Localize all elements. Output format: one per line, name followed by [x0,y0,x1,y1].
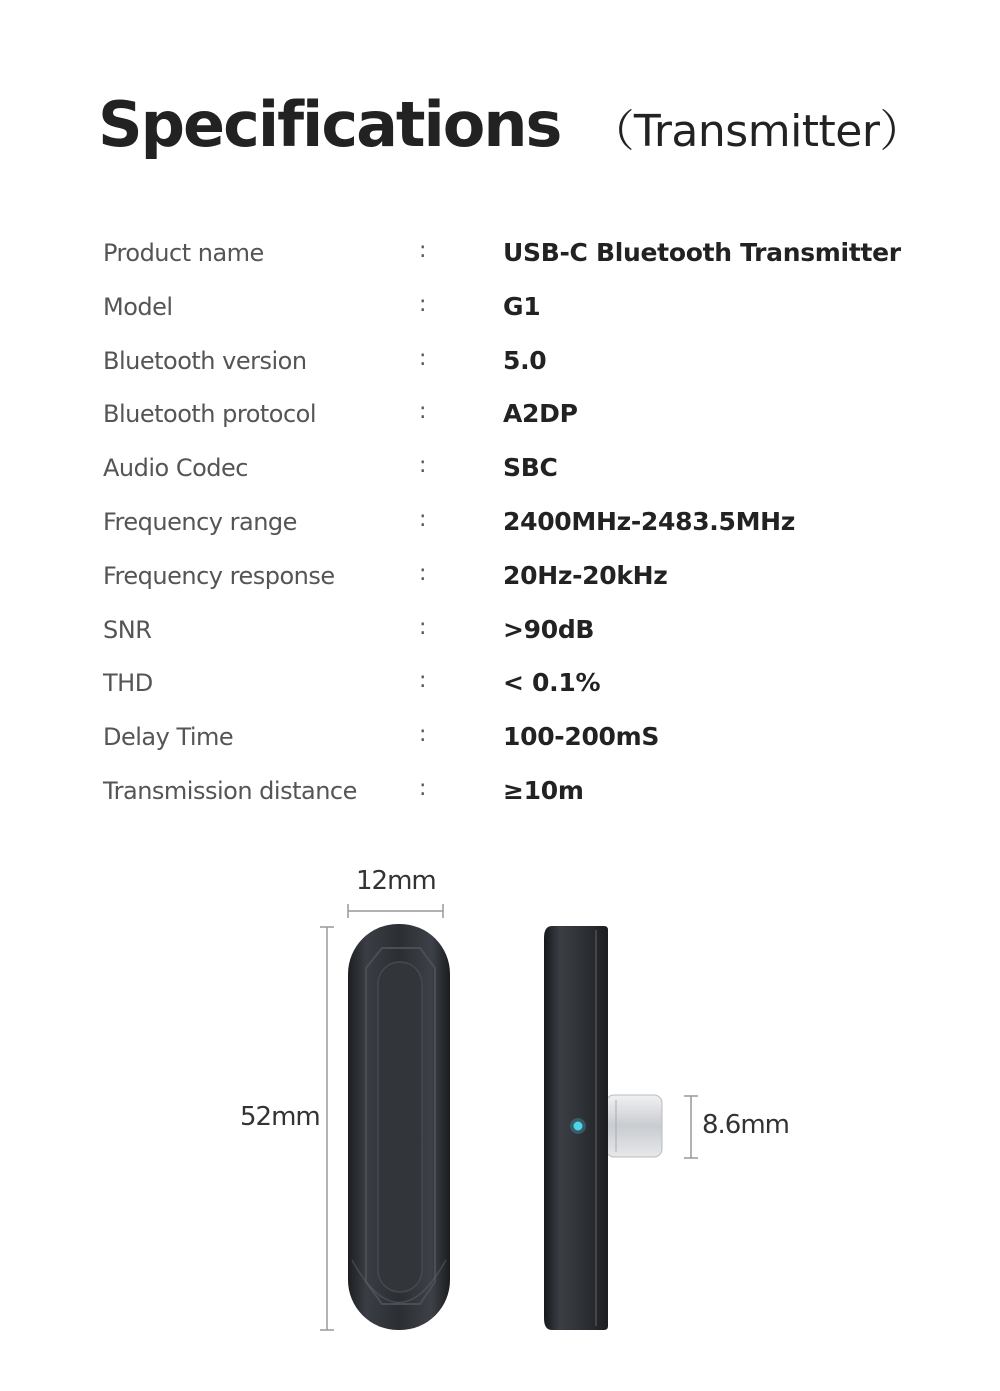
spec-label: Bluetooth version [103,346,307,375]
spec-separator: : [419,722,427,748]
spec-separator: : [419,399,427,425]
spec-separator: : [419,775,427,801]
spec-separator: : [419,506,427,532]
spec-value: < 0.1% [503,668,601,698]
spec-value: >90dB [503,614,595,644]
spec-label: Frequency range [103,507,297,536]
spec-value: SBC [503,453,558,483]
spec-label: Bluetooth protocol [103,400,317,429]
spec-value: 2400MHz-2483.5MHz [503,506,796,536]
device-side-view [544,926,662,1330]
spec-label: SNR [103,615,152,644]
title-main: Specifications [98,88,561,161]
connector-dimension-line [684,1096,698,1158]
spec-separator: : [419,560,427,586]
spec-value: 5.0 [503,345,547,375]
spec-value: USB-C Bluetooth Transmitter [503,238,901,267]
spec-label: Model [103,292,173,321]
spec-label: Transmission distance [103,776,357,805]
spec-separator: : [419,238,427,263]
spec-label: Product name [103,239,264,267]
height-dimension-line [320,927,334,1330]
width-dimension-line [348,904,443,918]
spec-label: THD [103,669,153,698]
spec-label: Delay Time [103,723,234,752]
device-front-view [348,924,450,1330]
width-label: 12mm [356,866,436,896]
spec-separator: : [419,291,427,317]
spec-value: A2DP [503,399,578,429]
spec-separator: : [419,614,427,640]
spec-value: 20Hz-20kHz [503,560,668,590]
spec-value: 100-200mS [503,722,660,752]
connector-label: 8.6mm [702,1110,790,1140]
spec-label: Frequency response [103,561,335,590]
spec-value: ≥10m [503,775,584,805]
title-subtitle: （Transmitter） [590,106,923,157]
spec-separator: : [419,345,427,371]
spec-value: G1 [503,291,541,321]
spec-label: Audio Codec [103,454,248,483]
usb-c-connector [606,1095,662,1157]
height-label: 52mm [240,1102,320,1132]
spec-separator: : [419,668,427,694]
spec-separator: : [419,453,427,479]
